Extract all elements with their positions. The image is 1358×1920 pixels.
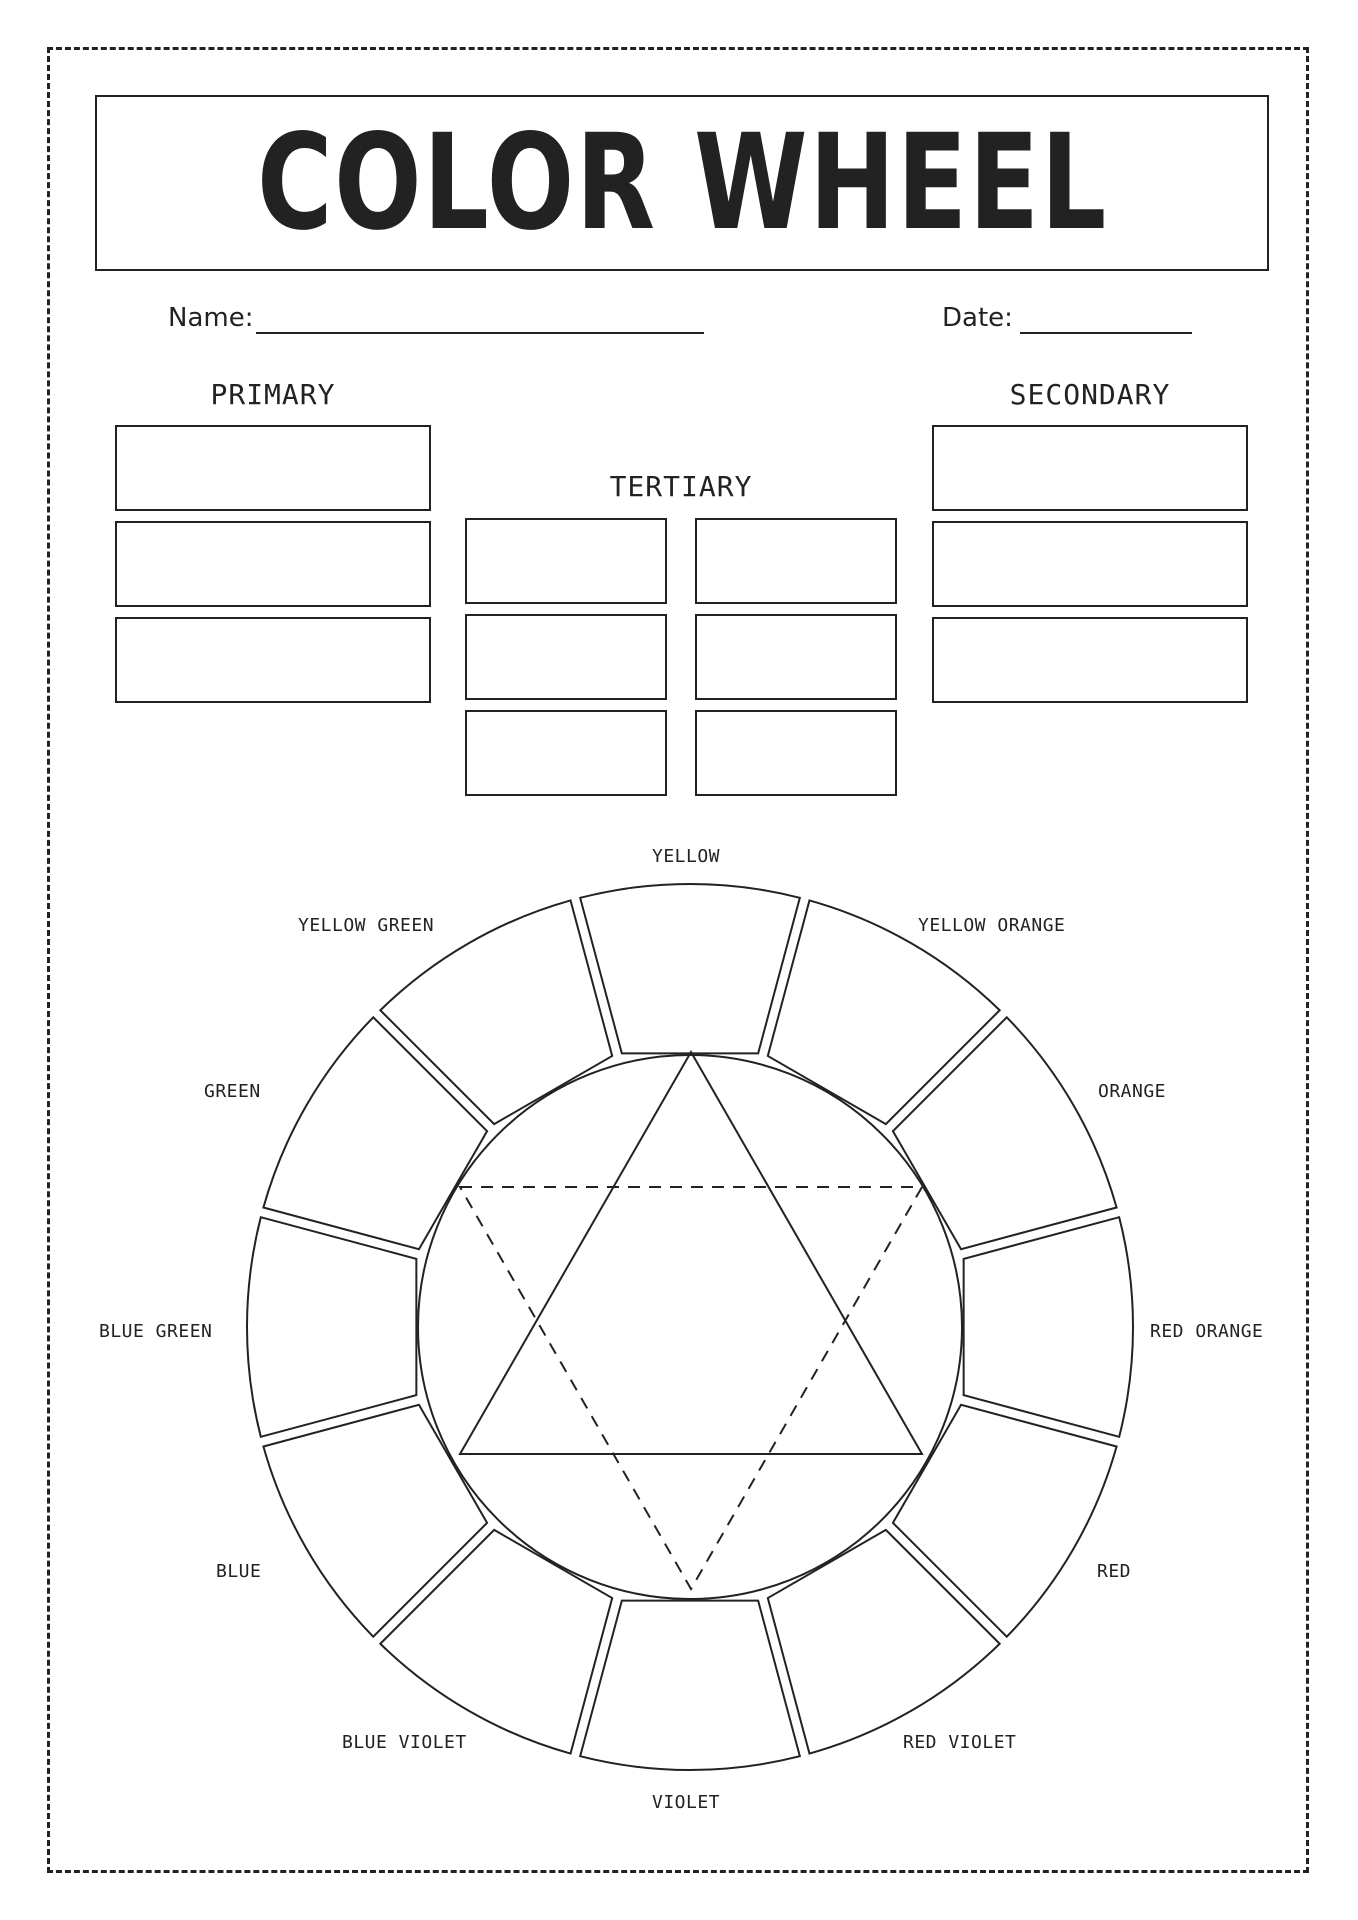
primary-label: PRIMARY (210, 378, 336, 411)
wheel-label-blue: BLUE (216, 1561, 262, 1582)
wheel-segment-red-orange[interactable] (964, 1217, 1133, 1437)
name-label: Name: (168, 303, 254, 333)
page-title: COLOR WHEEL (256, 106, 1108, 260)
wheel-label-yellow-green: YELLOW GREEN (298, 915, 435, 936)
wheel-inner-circle (418, 1055, 962, 1599)
date-label: Date: (942, 303, 1013, 333)
wheel-segment-violet[interactable] (580, 1601, 800, 1770)
wheel-label-yellow: YELLOW (651, 846, 721, 867)
wheel-label-blue-green: BLUE GREEN (99, 1321, 213, 1342)
wheel-segment-blue-green[interactable] (247, 1217, 416, 1437)
wheel-label-green: GREEN (204, 1081, 261, 1102)
wheel-label-yellow-orange: YELLOW ORANGE (918, 915, 1066, 936)
wheel-label-orange: ORANGE (1098, 1081, 1167, 1102)
wheel-label-red-orange: RED ORANGE (1150, 1321, 1264, 1342)
wheel-label-blue-violet: BLUE VIOLET (342, 1732, 467, 1753)
wheel-segment-yellow[interactable] (580, 884, 800, 1053)
wheel-label-red-violet: RED VIOLET (903, 1732, 1017, 1753)
wheel-label-red: RED (1097, 1561, 1132, 1582)
wheel-segments (247, 884, 1133, 1770)
solid-triangle (460, 1052, 922, 1454)
wheel-label-violet: VIOLET (651, 1792, 721, 1813)
secondary-label: SECONDARY (1009, 378, 1171, 411)
dashed-triangle (460, 1187, 922, 1589)
tertiary-label: TERTIARY (609, 470, 753, 503)
